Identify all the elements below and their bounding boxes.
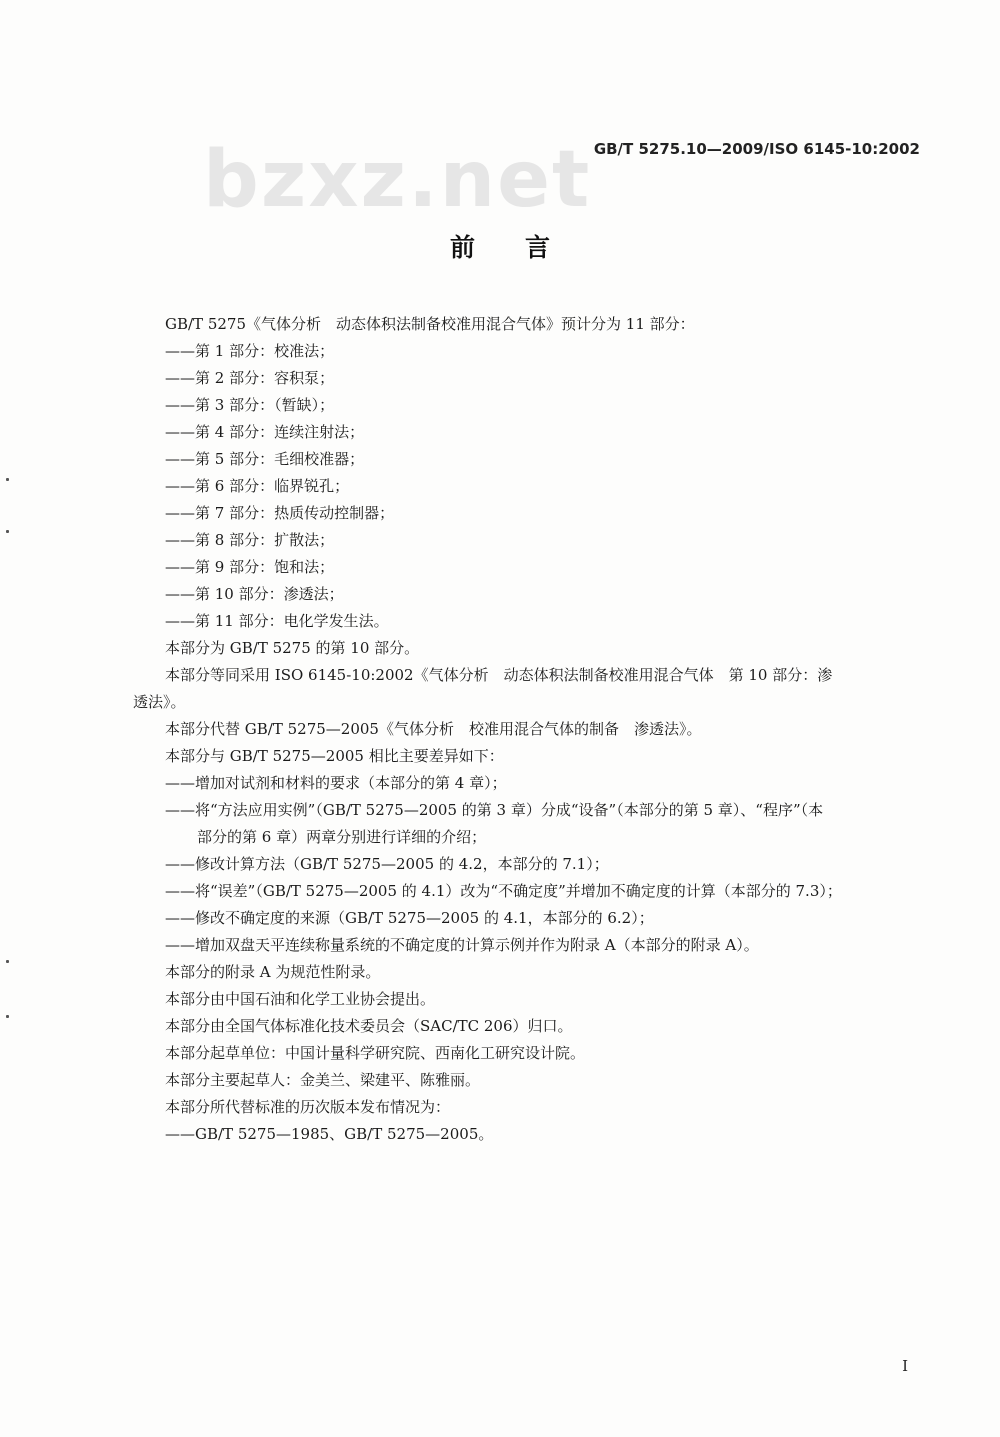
- history-intro-paragraph: 本部分所代替标准的历次版本发布情况为：: [165, 1098, 451, 1116]
- proposed-paragraph: 本部分由中国石油和化学工业协会提出。: [165, 990, 436, 1008]
- part-item: ——第 9 部分：饱和法；: [165, 558, 335, 576]
- intro-paragraph: GB/T 5275《气体分析 动态体积法制备校准用混合气体》预计分为 11 部分：: [165, 315, 695, 333]
- difference-item: ——增加双盘天平连续称量系统的不确定度的计算示例并作为附录 A（本部分的附录 A）。: [165, 936, 759, 954]
- scan-artifact: [6, 960, 9, 963]
- foreword-body: [133, 311, 925, 1148]
- history-item: ——GB/T 5275—1985、GB/T 5275—2005。: [165, 1125, 494, 1143]
- page-number: I: [902, 1357, 908, 1375]
- standard-code: GB/T 5275.10—2009/ISO 6145-10:2002: [593, 140, 920, 158]
- page-title: 前言: [449, 233, 600, 262]
- scan-artifact: [6, 1015, 9, 1018]
- scan-artifact: [6, 478, 9, 481]
- part-item: ——第 10 部分：渗透法；: [165, 585, 344, 603]
- difference-item-continuation: 部分的第 6 章）两章分别进行详细的介绍；: [197, 828, 487, 846]
- difference-item: ——将“误差”（GB/T 5275—2005 的 4.1）改为“不确定度”并增加不确定度的计算（本部分的 7.3）；: [165, 882, 842, 900]
- annex-paragraph: 本部分的附录 A 为规范性附录。: [165, 963, 381, 981]
- part-item: ——第 1 部分：校准法；: [165, 342, 335, 360]
- part-item: ——第 6 部分：临界锐孔；: [165, 477, 350, 495]
- part-item: ——第 8 部分：扩散法；: [165, 531, 335, 549]
- this-part-paragraph: 本部分为 GB/T 5275 的第 10 部分。: [165, 639, 420, 657]
- part-item: ——第 11 部分：电化学发生法。: [165, 612, 389, 630]
- difference-item: ——增加对试剂和材料的要求（本部分的第 4 章）；: [165, 774, 507, 792]
- differences-intro: 本部分与 GB/T 5275—2005 相比主要差异如下：: [165, 747, 504, 765]
- difference-item: ——修改计算方法（GB/T 5275—2005 的 4.2，本部分的 7.1）；: [165, 855, 609, 873]
- part-item: ——第 5 部分：毛细校准器；: [165, 450, 365, 468]
- part-item: ——第 2 部分：容积泵；: [165, 369, 335, 387]
- difference-item: ——修改不确定度的来源（GB/T 5275—2005 的 4.1，本部分的 6.2）；: [165, 909, 654, 927]
- centralized-paragraph: 本部分由全国气体标准化技术委员会（SAC/TC 206）归口。: [165, 1017, 573, 1035]
- drafters-paragraph: 本部分主要起草人：金美兰、梁建平、陈雅丽。: [165, 1071, 481, 1089]
- adoption-paragraph-line-1: 本部分等同采用 ISO 6145-10:2002《气体分析 动态体积法制备校准用混合气体 第 10 部分：渗: [165, 666, 833, 684]
- part-item: ——第 3 部分：（暂缺）；: [165, 396, 335, 414]
- adoption-paragraph-line-2: 透法》。: [133, 693, 186, 711]
- part-item: ——第 4 部分：连续注射法；: [165, 423, 365, 441]
- part-item: ——第 7 部分：热质传动控制器；: [165, 504, 395, 522]
- scan-artifact: [6, 530, 9, 533]
- drafting-units-paragraph: 本部分起草单位：中国计量科学研究院、西南化工研究设计院。: [165, 1044, 586, 1062]
- replaces-paragraph: 本部分代替 GB/T 5275—2005《气体分析 校准用混合气体的制备 渗透法》。: [165, 720, 702, 738]
- watermark: bzxz.net: [203, 135, 592, 225]
- difference-item: ——将“方法应用实例”（GB/T 5275—2005 的第 3 章）分成“设备”（本部分的第 5 章）、“程序”（本: [165, 801, 824, 819]
